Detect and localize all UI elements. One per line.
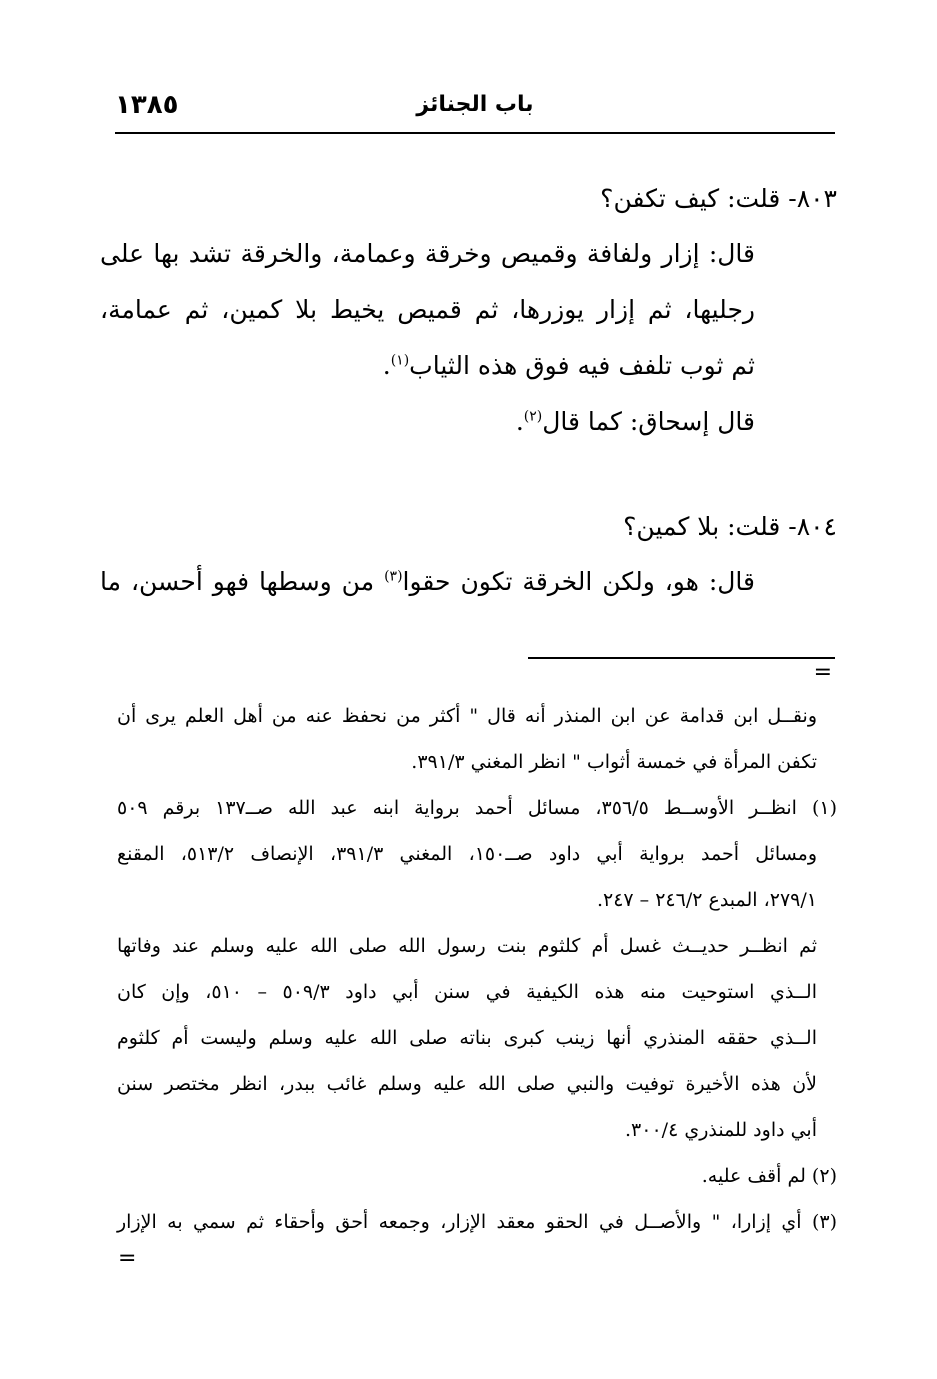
- page-header: [115, 88, 835, 134]
- footnote-ref: (٣): [384, 568, 403, 585]
- ishaq-statement: قال إسحاق: كما قال$^{(٢)}$.: [515, 407, 755, 436]
- footnote-ref: (٢): [523, 408, 543, 425]
- answer-803: [100, 226, 755, 394]
- running-title: باب الجنائز: [416, 92, 534, 117]
- footnote-3: (٣) أي إزارا، " والأصــل في الحقو معقد الإزار، وجمعه أحق وأحقاء ثم سمي به الإزار: [117, 1211, 837, 1233]
- footnotes: [117, 693, 837, 1245]
- footnote-ref: (١): [390, 352, 410, 369]
- answer-line: ثم ثوب تلفف فيه فوق هذه الثياب$^{(١)}$.: [382, 351, 755, 380]
- answer-line: قال: إزار ولفافة وقميص وخرقة وعمامة، والخرقة تشد بها على: [100, 239, 755, 268]
- ishaq-text: قال إسحاق: كما قال: [542, 407, 755, 436]
- continuation-mark: =: [118, 1246, 137, 1271]
- answer-line: رجليها، ثم إزار يوزرها، ثم قميص يخيط بلا كمين، ثم عمامة،: [100, 295, 755, 324]
- continuation-mark: =: [813, 660, 832, 685]
- answer-804: قال: هو، ولكن الخرقة تكون حقوا$^{(٣)}$ من وسطها فهو أحسن، ما: [100, 567, 755, 596]
- footnote-2: (٢) لم أقف عليه.: [701, 1165, 837, 1187]
- question-803: [197, 180, 837, 218]
- footnote-1: (١) انظــر الأوســط ٣٥٦/٥، مسائل أحمد برواية ابنه عبد الله صــ١٣٧ برقم ٥٠٩ ومسائل أحمد برواية أبي داود صــ١٥٠، المغني ٣٩١/٣، الإنصاف ٥١٣/٢، المقنع ٢٧٩/١، المبدع ٢٤٦/٢ – ٢٤٧. ثم انظــر حديــث غسل أم كلثوم بنت رسول الله صلى الله عليه وسلم عند وفاتها الــذي استوحيت منه هذه الكيفية في سنن أبي داود ٥٠٩/٣ – ٥١٠، وإن كان الــذي حققه المنذري أنها زينب كبرى بناته صلى الله عليه وسلم وليست أم كلثوم لأن هذه الأخيرة توفيت والنبي صلى الله عليه وسلم غائب ببدر، انظر مختصر سنن أبي داود للمنذري ٣٠٠/٤.: [117, 797, 837, 1141]
- question-804: [197, 508, 837, 546]
- header-rule: [115, 132, 835, 134]
- question-line: ٨٠٣- قلت: كيف تكفن؟: [600, 184, 837, 213]
- page-number: ١٣٨٥: [115, 90, 179, 120]
- footnote-separator: [528, 657, 835, 659]
- footnote-continuation: ونقــل ابن قدامة عن ابن المنذر أنه قال " أكثر من نحفظ عنه من أهل العلم يرى أن تكفن المرأة في خمسة أثواب " انظر المغني ٣٩١/٣.: [117, 705, 817, 773]
- question-line: ٨٠٤- قلت: بلا كمين؟: [623, 512, 837, 541]
